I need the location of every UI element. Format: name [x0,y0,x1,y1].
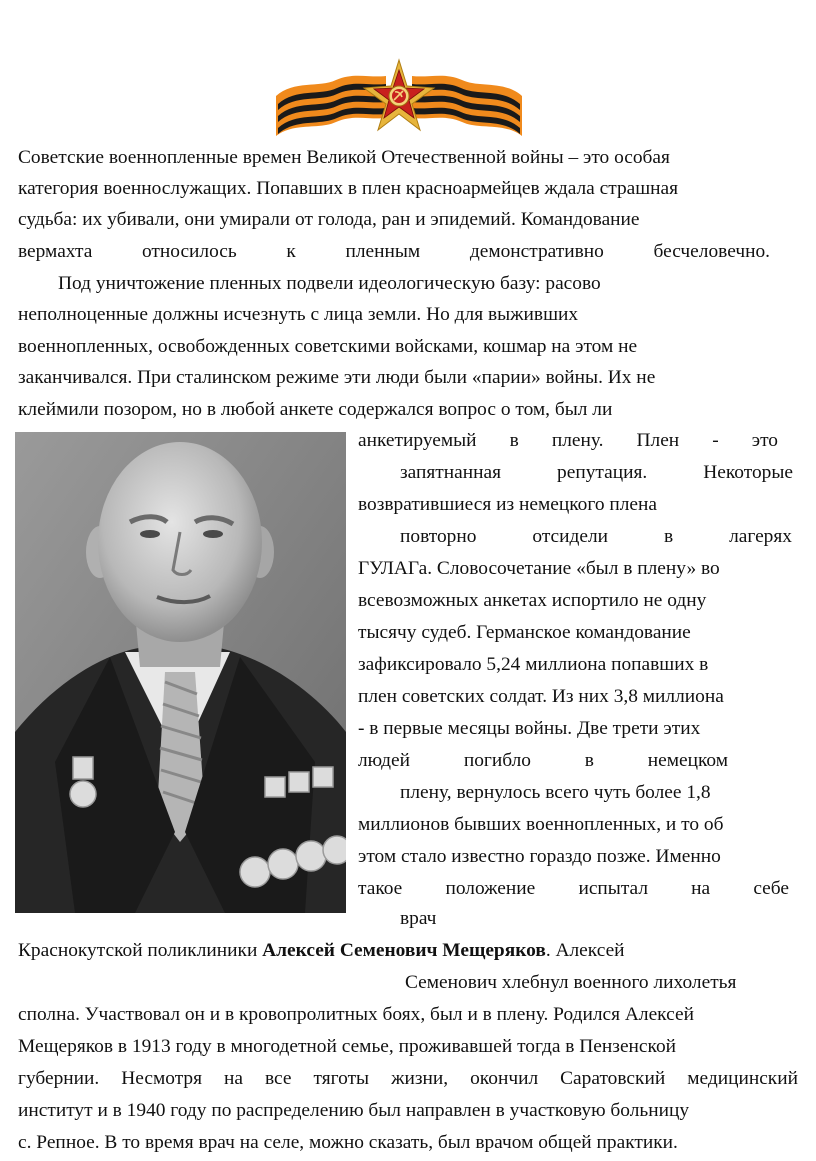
text-line-25: врач [400,908,437,929]
text-line-2: категория военнослужащих. Попавших в плен красноармейцев ждала страшная [18,178,679,199]
text-line-26: Семенович хлебнул военного лихолетья [405,972,737,993]
text-line-15: всевозможных анкетах испортило не одну [358,590,707,611]
text-line-14: ГУЛАГа. Словосочетание «был в плену» во [358,558,720,579]
text-line-27: сполна. Участвовал он и в кровопролитных боях, был и в плену. Родился Алексей [18,1004,694,1025]
text-line-5: Под уничтожение пленных подвели идеологическую базу: расово [58,273,601,294]
text-line-31: с. Репное. В то время врач на селе, можно сказать, был врачом общей практики. [18,1132,678,1153]
text-line-1: Советские военнопленные времен Великой Отечественной войны – это особая [18,147,670,168]
text-line-23: этом стало известно гораздо позже. Именно [358,846,721,867]
text-line-6: неполноценные должны исчезнуть с лица земли. Но для выживших [18,304,579,325]
text-line-13: повторно отсидели в лагерях [400,526,792,547]
text-line-22: миллионов бывших военнопленных, и то об [358,814,724,835]
text-line-10: анкетируемый в плену. Плен - это [358,430,778,451]
text-line-4: вермахта относилось к пленным демонстративно бесчеловечно. [18,241,770,262]
text-line-21: плену, вернулось всего чуть более 1,8 [400,782,711,803]
text-line-24: такое положение испытал на себе [358,878,789,899]
name-line [18,935,625,967]
portrait-illustration [15,432,346,913]
name-line-after: . Алексей [545,940,625,961]
doctor-name: Алексей Семенович Мещеряков [262,940,546,961]
text-line-18: плен советских солдат. Из них 3,8 миллиона [358,686,724,707]
text-line-20: людей погибло в немецком [358,750,728,771]
order-ribbon-emblem [274,58,524,138]
text-line-11: запятнанная репутация. Некоторые [400,462,793,483]
text-line-7: военнопленных, освобожденных советскими войсками, кошмар на этом не [18,336,638,357]
text-line-29: губернии. Несмотря на все тяготы жизни, окончил Саратовский медицинский [18,1068,798,1089]
text-line-12: возвратившиеся из немецкого плена [358,494,658,515]
text-line-8: заканчивался. При сталинском режиме эти люди были «парии» войны. Их не [18,367,656,388]
text-line-17: зафиксировало 5,24 миллиона попавших в [358,654,709,675]
portrait-photo [15,432,346,913]
text-line-9: клеймили позором, но в любой анкете содержался вопрос о том, был ли [18,399,613,420]
text-line-3: судьба: их убивали, они умирали от голода, ран и эпидемий. Командование [18,209,640,230]
text-line-16: тысячу судеб. Германское командование [358,622,691,643]
name-line-before: Краснокутской поликлиники [18,940,263,961]
text-line-28: Мещеряков в 1913 году в многодетной семье, проживавшей тогда в Пензенской [18,1036,677,1057]
text-line-30: институт и в 1940 году по распределению был направлен в участковую больницу [18,1100,690,1121]
text-line-19: - в первые месяцы войны. Две трети этих [358,718,701,739]
